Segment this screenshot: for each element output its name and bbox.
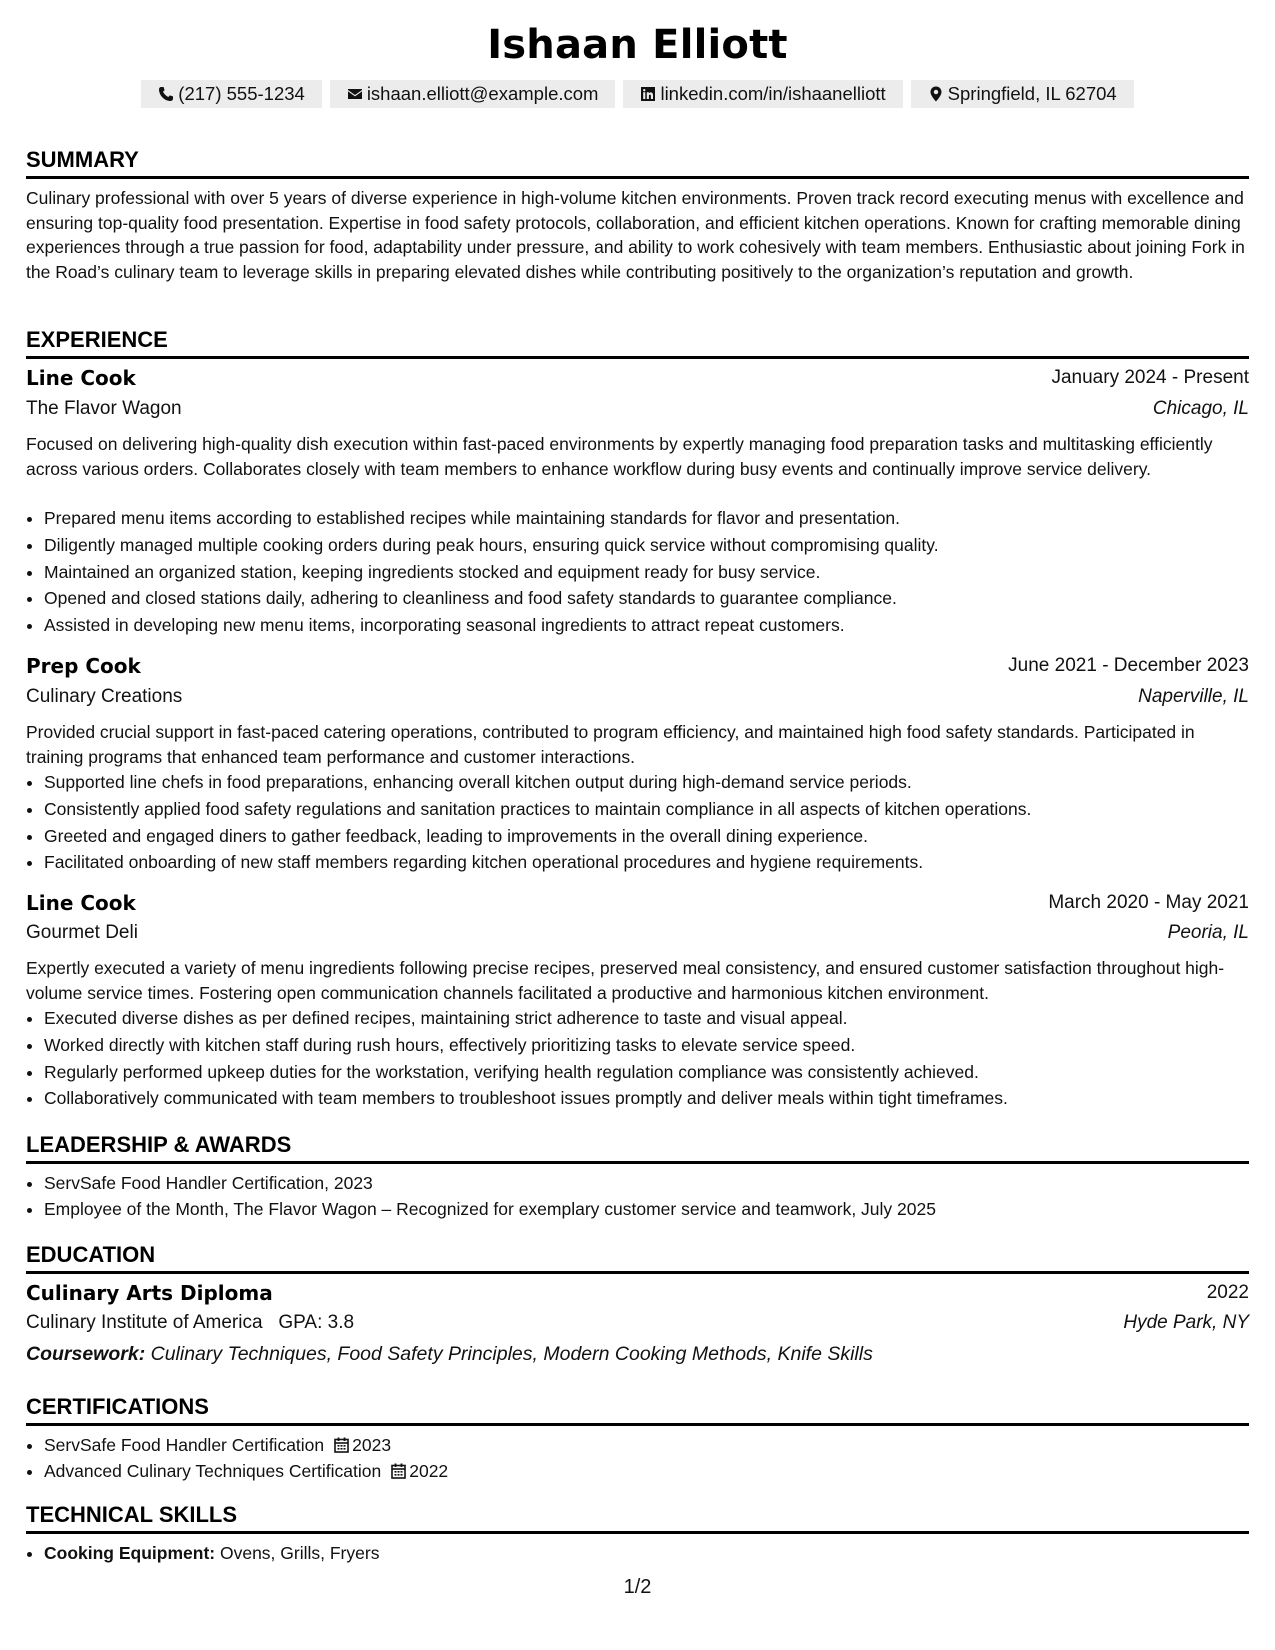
phone-icon [158,86,174,102]
skills-list [26,1540,1269,1566]
list-item: • Consistently applied food safety regulations and sanitation practices to maintain compliance in all aspects of kitchen operations. [44,796,1269,823]
contact-phone [141,80,322,108]
gpa: GPA: 3.8 [278,1312,355,1333]
contact-location [911,80,1134,108]
map-pin-icon [928,86,944,102]
job-dates: March 2020 - May 2021 [1048,892,1249,913]
job-title: Prep Cook [26,654,141,678]
list-item: • Assisted in developing new menu items, incorporating seasonal ingredients to attract repeat customers. [44,612,1269,639]
contact-bar [0,80,1275,108]
job-bullets [26,505,1269,639]
job-location: Chicago, IL [1152,398,1249,419]
list-item: • Supported line chefs in food preparations, enhancing overall kitchen output during high-demand service periods. [44,769,1269,796]
school-location: Hyde Park, NY [1123,1312,1249,1333]
school-line [26,1312,354,1334]
summary-heading: SUMMARY [26,147,139,172]
job-bullets [26,1005,1269,1112]
leadership-list [26,1170,1269,1223]
list-item [44,1458,1269,1484]
coursework-list: Culinary Techniques, Food Safety Principles, Modern Cooking Methods, Knife Skills [150,1343,873,1365]
leadership-heading: LEADERSHIP & AWARDS [26,1132,292,1157]
linkedin-icon [640,86,656,102]
job-description: Provided crucial support in fast-paced catering operations, contributed to program efficiency, and maintained high food safety standards. Participated in training programs that enhanced team performance and customer interactions. [26,722,1195,767]
job-company: Culinary Creations [26,686,183,707]
skills-divider [26,1531,1249,1534]
job-description: Expertly executed a variety of menu ingredients following precise recipes, preserved meal consistency, and ensured customer satisfaction throughout high-volume service times. Fostering open communication channels facilitated a productive and harmonious kitchen environment. [26,958,1225,1003]
skill-value: Ovens, Grills, Fryers [219,1543,380,1563]
education-heading: EDUCATION [26,1242,156,1267]
list-item: • Collaboratively communicated with team members to troubleshoot issues promptly and deliver meals within tight timeframes. [44,1085,1269,1112]
page-number: 1/2 [623,1576,652,1598]
school-name: Culinary Institute of America [26,1312,263,1333]
education-divider [26,1271,1249,1274]
leadership-divider [26,1161,1249,1164]
certification-name: ServSafe Food Handler Certification [44,1435,325,1455]
contact-linkedin[interactable] [623,80,902,108]
list-item [44,1540,1269,1566]
job-company: Gourmet Deli [26,922,138,943]
summary-text: Culinary professional with over 5 years of diverse experience in high-volume kitchen environments. Proven track record executing menus with excellence and ensuring top-quality food presentation. Expertise in food safety protocols, collaboration, and efficient kitchen operations. Known for crafting memorable dining experiences through a true passion for food, adaptability under pressure, and ability to work cohesively with team members. Enthusiastic about joining Fork in the Road’s culinary team to leverage skills in preparing elevated dishes while contributing positively to the organization’s reputation and growth. [26,188,1245,282]
contact-location-text: Springfield, IL 62704 [947,83,1117,104]
list-item: • Regularly performed upkeep duties for the workstation, verifying health regulation compliance was consistently achieved. [44,1059,1269,1086]
job-company: The Flavor Wagon [26,398,182,419]
contact-email[interactable] [330,80,616,108]
contact-linkedin-text[interactable]: linkedin.com/in/ishaanelliott [660,83,886,104]
summary-divider [26,176,1249,179]
contact-phone-text: (217) 555-1234 [178,83,305,104]
job-title: Line Cook [26,891,136,915]
degree-title: Culinary Arts Diploma [26,1281,273,1305]
skills-heading: TECHNICAL SKILLS [26,1502,238,1527]
experience-heading: EXPERIENCE [26,327,168,352]
certification-name: Advanced Culinary Techniques Certification [44,1461,382,1482]
envelope-icon [347,86,363,102]
certification-year: 2022 [409,1461,449,1482]
certification-year: 2023 [352,1435,392,1455]
calendar-icon [391,1463,406,1479]
list-item: • Diligently managed multiple cooking orders during peak hours, ensuring quick service without compromising quality. [44,532,1269,559]
list-item: • Executed diverse dishes as per defined recipes, maintaining strict adherence to taste and visual appeal. [44,1005,1269,1032]
list-item [44,1432,1269,1458]
job-description: Focused on delivering high-quality dish execution within fast-paced environments by expertly managing food preparation tasks and multitasking efficiently across various orders. Collaborates closely with team members to enhance workflow during busy events and continually improve service delivery. [26,434,1213,479]
list-item: • Worked directly with kitchen staff during rush hours, effectively prioritizing tasks to elevate service speed. [44,1032,1269,1059]
job-dates: June 2021 - December 2023 [1008,655,1249,676]
contact-email-text[interactable]: ishaan.elliott@example.com [366,83,599,104]
list-item: • Prepared menu items according to established recipes while maintaining standards for flavor and presentation. [44,505,1269,532]
certifications-list [26,1432,1269,1485]
list-item: • Greeted and engaged diners to gather feedback, leading to improvements in the overall dining experience. [44,823,1269,850]
job-title: Line Cook [26,366,136,390]
certifications-divider [26,1423,1249,1426]
job-bullets [26,769,1269,876]
job-location: Naperville, IL [1138,686,1249,707]
coursework-line [26,1343,873,1366]
skill-label: Cooking Equipment: [44,1543,216,1563]
graduation-year: 2022 [1206,1282,1249,1303]
experience-divider [26,356,1249,359]
list-item: • Employee of the Month, The Flavor Wagon – Recognized for exemplary customer service and teamwork, July 2025 [44,1196,1269,1222]
list-item: • Opened and closed stations daily, adhering to cleanliness and food safety standards to guarantee compliance. [44,585,1269,612]
list-item: • Maintained an organized station, keeping ingredients stocked and equipment ready for busy service. [44,559,1269,586]
job-dates: January 2024 - Present [1051,367,1249,388]
list-item: • Facilitated onboarding of new staff members regarding kitchen operational procedures and hygiene requirements. [44,849,1269,876]
certifications-heading: CERTIFICATIONS [26,1394,209,1419]
list-item: • ServSafe Food Handler Certification, 2023 [44,1170,1269,1196]
coursework-label: Coursework: [26,1343,146,1365]
candidate-name: Ishaan Elliott [487,22,788,68]
job-location: Peoria, IL [1167,922,1249,943]
calendar-icon [334,1437,349,1453]
